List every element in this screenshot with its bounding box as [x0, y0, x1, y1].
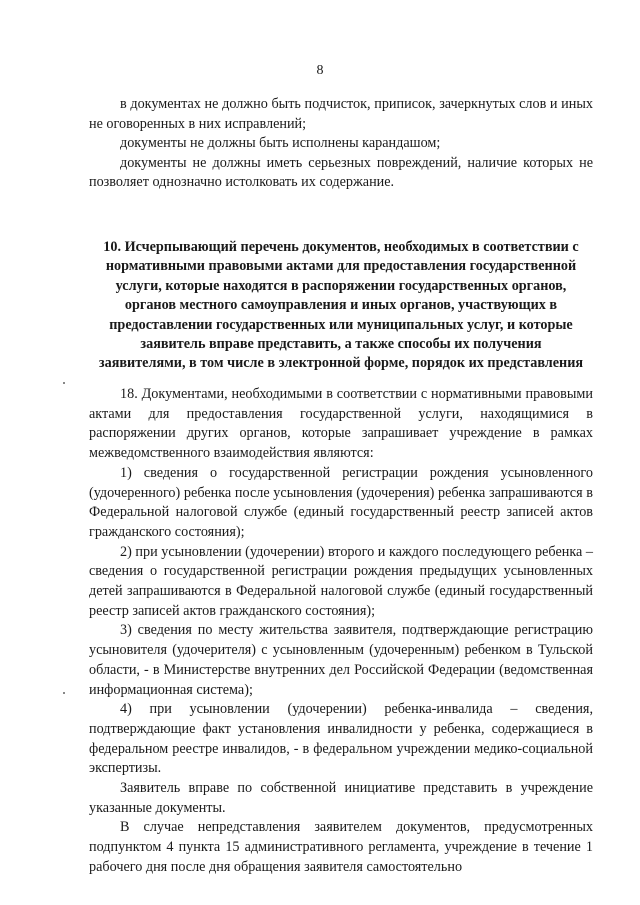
paragraph: документы не должны иметь серьезных повреждений, наличие которых не позволяет однозначно истолковать их содержание. — [89, 154, 593, 191]
scan-margin-mark — [63, 692, 65, 694]
paragraph: Заявитель вправе по собственной инициативе представить в учреждение указанные документы. — [89, 780, 593, 816]
paragraph: документы не должны быть исполнены карандашом; — [120, 135, 441, 152]
intro-text — [89, 95, 593, 193]
section-heading: 10. Исчерпывающий перечень документов, необходимых в соответствии с нормативными правовыми актами для предоставления государственной услуги, которые находятся в распоряжении государственных органов, органов местного самоуправления и иных органов, участвующих в предоставлении государственных или муниципальных услуг, и которые заявитель вправе представить, а также способы их получения заявителями, в том числе в электронной форме, порядок их представления — [98, 239, 584, 372]
list-item: 1) сведения о государственной регистрации рождения усыновленного (удочеренного) ребенка после усыновления (удочерения) ребенка запрашиваются в Федеральной налоговой службе (единый государственный реестр записей актов гражданского состояния); — [89, 464, 593, 540]
scan-margin-mark — [63, 382, 65, 384]
paragraph: В случае непредставления заявителем документов, предусмотренных подпунктом 4 пункта 15 административного регламента, учреждение в течение 1 рабочего дня после дня обращения заявителя самостоятельно — [89, 819, 593, 875]
list-item: 4) при усыновлении (удочерении) ребенка-инвалида – сведения, подтверждающие факт установления инвалидности у ребенка, содержащиеся в федеральном реестре инвалидов, - в федеральном учреждении медико-социальной экспертизы. — [89, 701, 593, 777]
section-body — [89, 385, 593, 878]
paragraph: 18. Документами, необходимыми в соответствии с нормативными правовыми актами для предоставления государственной услуги, находящимися в распоряжении других органов, которые запрашивает учреждение в рамках межведомственного взаимодействия являются: — [89, 386, 593, 462]
page-number: 8 — [316, 63, 324, 78]
list-item: 2) при усыновлении (удочерении) второго и каждого последующего ребенка – сведения о государственной регистрации рождения предыдущих усыновленных детей запрашиваются в Федеральной налоговой службе (единый государственный реестр записей актов гражданского состояния); — [89, 543, 593, 619]
list-item: 3) сведения по месту жительства заявителя, подтверждающие регистрацию усыновителя (удочерителя) с усыновленным (удочеренным) ребенком в Тульской области, - в Министерстве внутренних дел Российской Федерации (ведомственная информационная система); — [89, 622, 593, 698]
paragraph: в документах не должно быть подчисток, приписок, зачеркнутых слов и иных не оговоренных в них исправлений; — [89, 96, 593, 132]
